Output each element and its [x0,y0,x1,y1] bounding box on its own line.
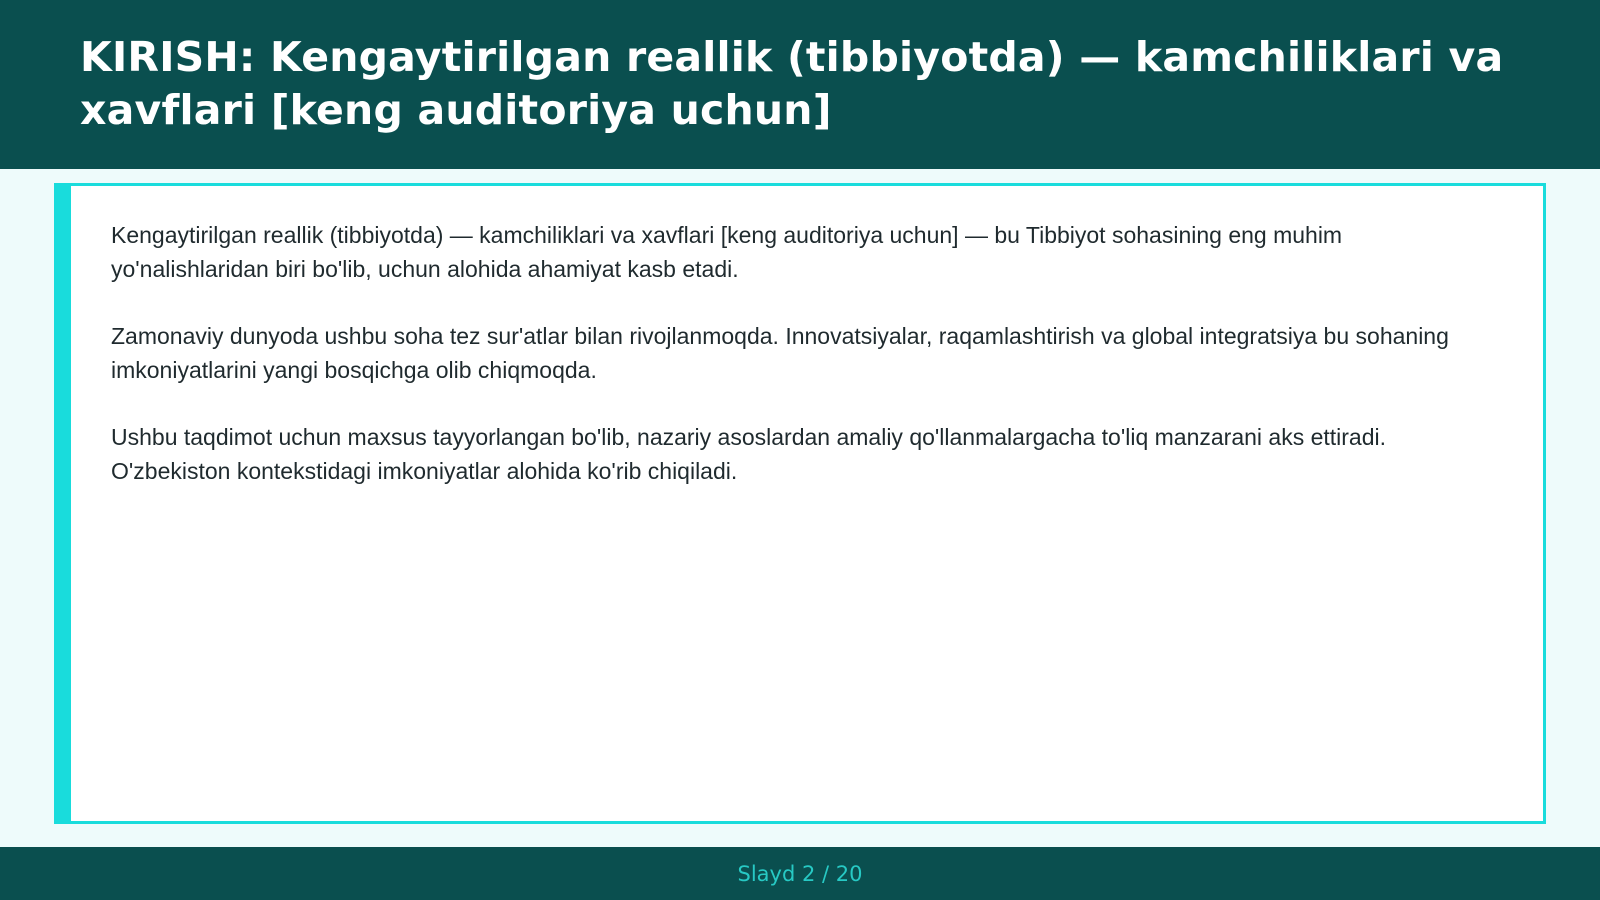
purpose-paragraph: Ushbu taqdimot uchun maxsus tayyorlangan bo'lib, nazariy asoslardan amaliy qo'llanmalargacha to'liq manzarani aks ettiradi. O'zbekiston kontekstidagi imkoniyatlar alohida ko'rib chiqiladi. [111,424,1387,484]
slide-title: KIRISH: Kengaytirilgan reallik (tibbiyotda) — kamchiliklari va xavflari [keng auditoriya uchun] [80,33,1504,134]
content-card [54,183,1546,824]
slide-counter: Slayd 2 / 20 [737,861,863,886]
intro-paragraph: Kengaytirilgan reallik (tibbiyotda) — kamchiliklari va xavflari [keng auditoriya uchun] — bu Tibbiyot sohasining eng muhim yo'nalishlaridan biri bo'lib, uchun alohida ahamiyat kasb etadi. [111,222,1343,282]
slide-footer [0,847,1600,900]
context-paragraph: Zamonaviy dunyoda ushbu soha tez sur'atlar bilan rivojlanmoqda. Innovatsiyalar, raqamlashtirish va global integratsiya bu sohaning imkoniyatlarini yangi bosqichga olib chiqmoqda. [111,323,1449,383]
slide-header [0,0,1600,169]
